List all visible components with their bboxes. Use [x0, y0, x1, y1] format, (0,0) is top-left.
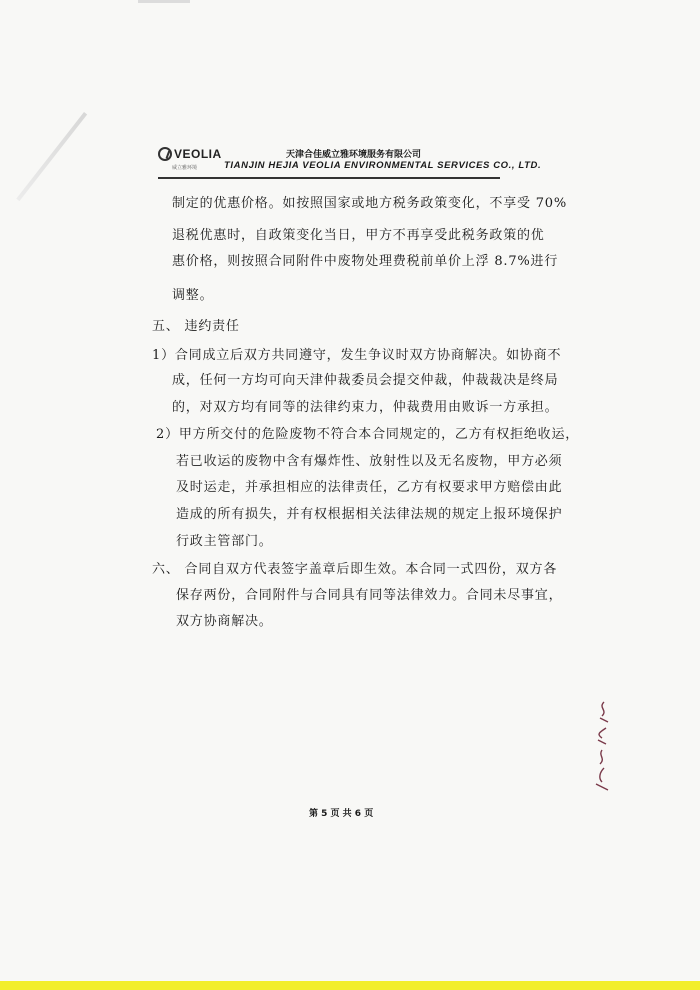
company-name-english: TIANJIN HEJIA VEOLIA ENVIRONMENTAL SERVICES CO., LTD. — [224, 160, 542, 171]
logo-subtext: 威立雅环境 — [172, 165, 198, 171]
body-line: 及时运走，并承担相应的法律责任，乙方有权要求甲方赔偿由此 — [176, 480, 563, 495]
logo-text: VEOLIA — [174, 147, 222, 161]
body-line: 若已收运的废物中含有爆炸性、放射性以及无名废物，甲方必须 — [176, 454, 563, 469]
section-heading: 五、 违约责任 — [152, 319, 240, 334]
body-line: 退税优惠时，自政策变化当日，甲方不再享受此税务政策的优 — [172, 228, 545, 243]
body-line: 保存两份，合同附件与合同具有同等法律效力。合同未尽事宜， — [176, 588, 563, 603]
body-line: 造成的所有损失，并有权根据相关法律法规的规定上报环境保护 — [176, 507, 563, 522]
header-divider — [158, 177, 500, 179]
veolia-logo-icon — [158, 147, 172, 161]
body-line: 双方协商解决。 — [176, 614, 273, 629]
scan-mark — [138, 0, 190, 3]
body-line: 行政主管部门。 — [176, 534, 273, 549]
page-number: 第 5 页 共 6 页 — [309, 809, 374, 819]
scan-streak — [16, 112, 87, 201]
letterhead — [158, 143, 542, 183]
handwritten-signature — [590, 700, 616, 792]
body-line: 2）甲方所交付的危险废物不符合本合同规定的，乙方有权拒绝收运， — [156, 427, 580, 442]
body-line: 的，对双方均有同等的法律约束力，仲裁费用由败诉一方承担。 — [172, 400, 559, 415]
body-line: 成，任何一方均可向天津仲裁委员会提交仲裁，仲裁裁决是终局 — [172, 373, 559, 388]
section-heading: 六、 合同自双方代表签字盖章后即生效。本合同一式四份，双方各 — [152, 562, 558, 577]
body-line: 制定的优惠价格。如按照国家或地方税务政策变化，不享受 70% — [172, 196, 568, 211]
company-name-chinese: 天津合佳威立雅环境服务有限公司 — [286, 150, 422, 160]
scan-edge-bar — [0, 981, 700, 990]
body-line: 调整。 — [172, 288, 214, 303]
company-logo — [158, 147, 222, 161]
body-line: 1）合同成立后双方共同遵守，发生争议时双方协商解决。如协商不 — [152, 348, 562, 363]
body-line: 惠价格，则按照合同附件中废物处理费税前单价上浮 8.7%进行 — [172, 254, 559, 269]
